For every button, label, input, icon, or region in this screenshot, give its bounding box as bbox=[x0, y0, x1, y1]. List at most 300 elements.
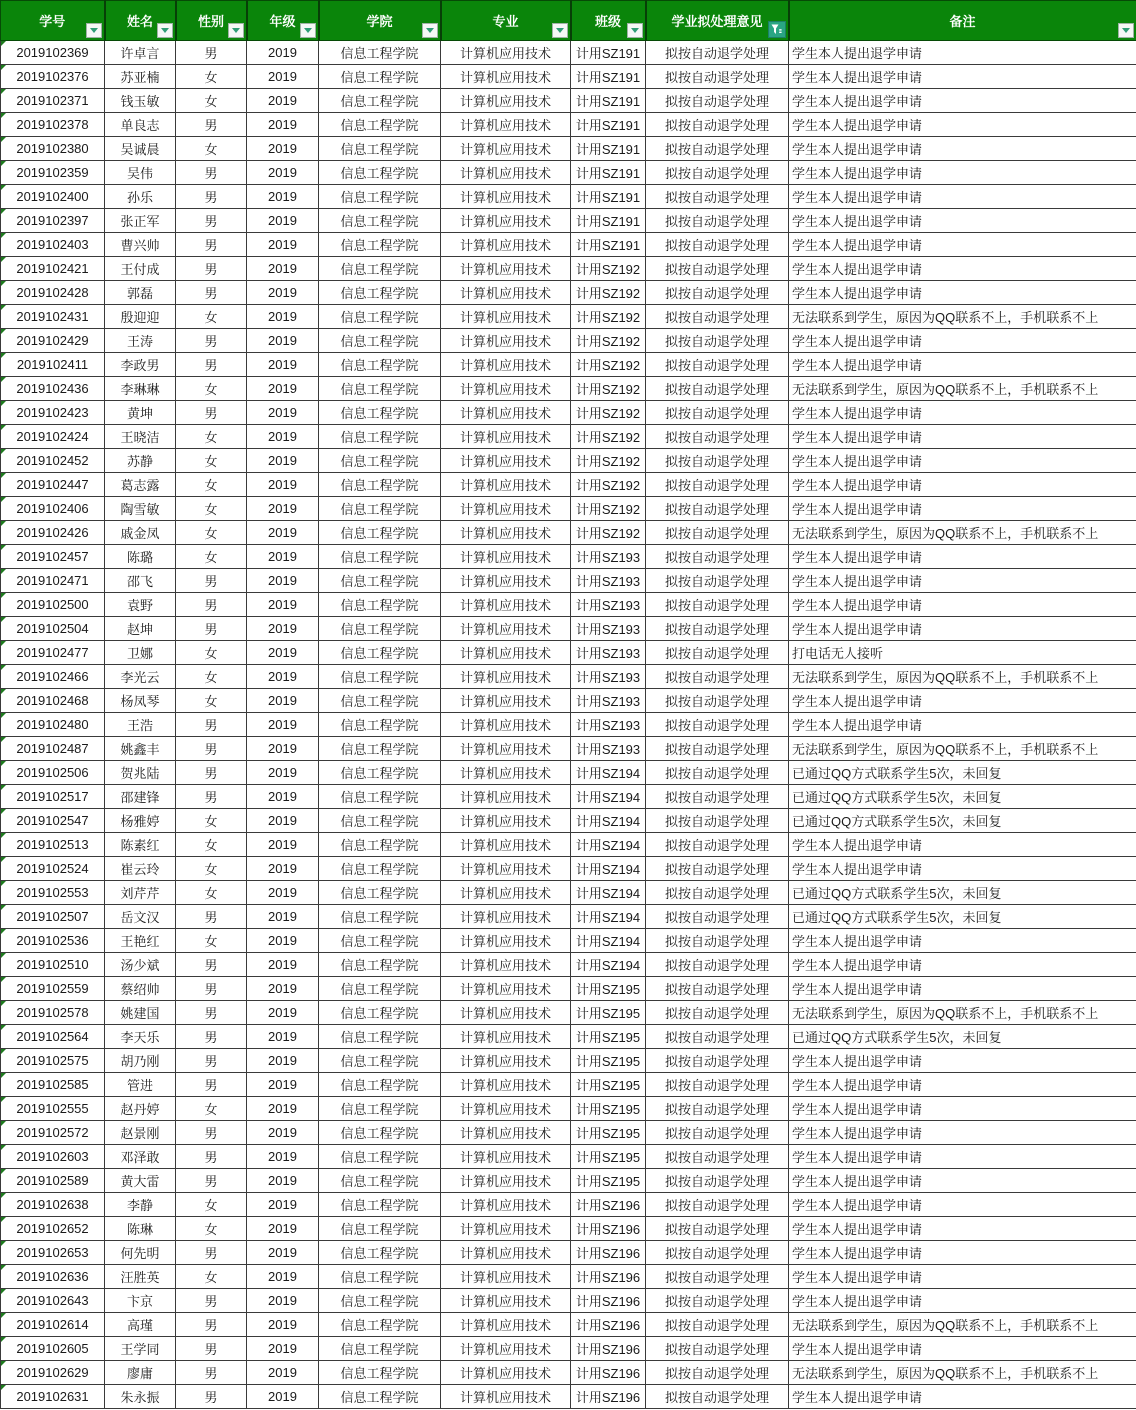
cell-college[interactable]: 信息工程学院 bbox=[319, 41, 441, 65]
cell-name[interactable]: 陈璐 bbox=[105, 545, 176, 569]
cell-name[interactable]: 陶雪敏 bbox=[105, 497, 176, 521]
cell-gender[interactable]: 女 bbox=[176, 833, 247, 857]
cell-major[interactable]: 计算机应用技术 bbox=[441, 473, 571, 497]
cell-college[interactable]: 信息工程学院 bbox=[319, 977, 441, 1001]
cell-student-id[interactable]: 2019102578 bbox=[1, 1001, 105, 1025]
cell-major[interactable]: 计算机应用技术 bbox=[441, 497, 571, 521]
cell-gender[interactable]: 女 bbox=[176, 1193, 247, 1217]
cell-grade[interactable]: 2019 bbox=[247, 497, 319, 521]
cell-remark[interactable]: 学生本人提出退学申请 bbox=[789, 569, 1136, 593]
cell-name[interactable]: 王涛 bbox=[105, 329, 176, 353]
cell-opinion[interactable]: 拟按自动退学处理 bbox=[646, 113, 789, 137]
cell-remark[interactable]: 学生本人提出退学申请 bbox=[789, 689, 1136, 713]
cell-major[interactable]: 计算机应用技术 bbox=[441, 185, 571, 209]
cell-name[interactable]: 邓泽敢 bbox=[105, 1145, 176, 1169]
column-header-class[interactable] bbox=[571, 1, 646, 41]
cell-student-id[interactable]: 2019102424 bbox=[1, 425, 105, 449]
cell-major[interactable]: 计算机应用技术 bbox=[441, 1097, 571, 1121]
cell-major[interactable]: 计算机应用技术 bbox=[441, 1073, 571, 1097]
cell-class[interactable]: 计用SZ193 bbox=[571, 665, 646, 689]
cell-class[interactable]: 计用SZ192 bbox=[571, 329, 646, 353]
cell-major[interactable]: 计算机应用技术 bbox=[441, 953, 571, 977]
cell-gender[interactable]: 女 bbox=[176, 881, 247, 905]
cell-college[interactable]: 信息工程学院 bbox=[319, 1073, 441, 1097]
cell-name[interactable]: 钱玉敏 bbox=[105, 89, 176, 113]
cell-class[interactable]: 计用SZ195 bbox=[571, 1001, 646, 1025]
cell-major[interactable]: 计算机应用技术 bbox=[441, 377, 571, 401]
cell-student-id[interactable]: 2019102452 bbox=[1, 449, 105, 473]
cell-college[interactable]: 信息工程学院 bbox=[319, 161, 441, 185]
cell-name[interactable]: 胡乃刚 bbox=[105, 1049, 176, 1073]
cell-opinion[interactable]: 拟按自动退学处理 bbox=[646, 377, 789, 401]
cell-gender[interactable]: 男 bbox=[176, 1169, 247, 1193]
cell-gender[interactable]: 男 bbox=[176, 1337, 247, 1361]
cell-student-id[interactable]: 2019102559 bbox=[1, 977, 105, 1001]
cell-major[interactable]: 计算机应用技术 bbox=[441, 209, 571, 233]
cell-opinion[interactable]: 拟按自动退学处理 bbox=[646, 425, 789, 449]
cell-opinion[interactable]: 拟按自动退学处理 bbox=[646, 209, 789, 233]
cell-remark[interactable]: 学生本人提出退学申请 bbox=[789, 545, 1136, 569]
cell-name[interactable]: 戚金凤 bbox=[105, 521, 176, 545]
cell-remark[interactable]: 学生本人提出退学申请 bbox=[789, 713, 1136, 737]
cell-name[interactable]: 汤少斌 bbox=[105, 953, 176, 977]
cell-college[interactable]: 信息工程学院 bbox=[319, 689, 441, 713]
cell-opinion[interactable]: 拟按自动退学处理 bbox=[646, 1289, 789, 1313]
cell-gender[interactable]: 女 bbox=[176, 65, 247, 89]
cell-name[interactable]: 管进 bbox=[105, 1073, 176, 1097]
cell-remark[interactable]: 学生本人提出退学申请 bbox=[789, 233, 1136, 257]
cell-college[interactable]: 信息工程学院 bbox=[319, 1097, 441, 1121]
cell-grade[interactable]: 2019 bbox=[247, 209, 319, 233]
cell-opinion[interactable]: 拟按自动退学处理 bbox=[646, 545, 789, 569]
filter-dropdown-button[interactable] bbox=[86, 23, 102, 38]
cell-class[interactable]: 计用SZ195 bbox=[571, 1097, 646, 1121]
cell-college[interactable]: 信息工程学院 bbox=[319, 305, 441, 329]
cell-gender[interactable]: 男 bbox=[176, 1049, 247, 1073]
cell-name[interactable]: 王付成 bbox=[105, 257, 176, 281]
cell-class[interactable]: 计用SZ194 bbox=[571, 881, 646, 905]
cell-grade[interactable]: 2019 bbox=[247, 689, 319, 713]
cell-class[interactable]: 计用SZ194 bbox=[571, 809, 646, 833]
cell-student-id[interactable]: 2019102423 bbox=[1, 401, 105, 425]
cell-name[interactable]: 朱永振 bbox=[105, 1385, 176, 1409]
cell-opinion[interactable]: 拟按自动退学处理 bbox=[646, 569, 789, 593]
cell-gender[interactable]: 女 bbox=[176, 689, 247, 713]
cell-student-id[interactable]: 2019102397 bbox=[1, 209, 105, 233]
cell-name[interactable]: 高瑾 bbox=[105, 1313, 176, 1337]
cell-class[interactable]: 计用SZ194 bbox=[571, 953, 646, 977]
cell-student-id[interactable]: 2019102553 bbox=[1, 881, 105, 905]
cell-opinion[interactable]: 拟按自动退学处理 bbox=[646, 65, 789, 89]
cell-student-id[interactable]: 2019102380 bbox=[1, 137, 105, 161]
cell-student-id[interactable]: 2019102504 bbox=[1, 617, 105, 641]
cell-student-id[interactable]: 2019102629 bbox=[1, 1361, 105, 1385]
cell-name[interactable]: 袁野 bbox=[105, 593, 176, 617]
cell-remark[interactable]: 学生本人提出退学申请 bbox=[789, 617, 1136, 641]
cell-remark[interactable]: 学生本人提出退学申请 bbox=[789, 1193, 1136, 1217]
cell-class[interactable]: 计用SZ192 bbox=[571, 497, 646, 521]
cell-remark[interactable]: 学生本人提出退学申请 bbox=[789, 1049, 1136, 1073]
cell-class[interactable]: 计用SZ196 bbox=[571, 1337, 646, 1361]
cell-grade[interactable]: 2019 bbox=[247, 233, 319, 257]
cell-class[interactable]: 计用SZ196 bbox=[571, 1289, 646, 1313]
cell-remark[interactable]: 学生本人提出退学申请 bbox=[789, 257, 1136, 281]
cell-remark[interactable]: 学生本人提出退学申请 bbox=[789, 113, 1136, 137]
cell-student-id[interactable]: 2019102406 bbox=[1, 497, 105, 521]
column-header-college[interactable] bbox=[319, 1, 441, 41]
cell-opinion[interactable]: 拟按自动退学处理 bbox=[646, 833, 789, 857]
cell-remark[interactable]: 学生本人提出退学申请 bbox=[789, 1337, 1136, 1361]
cell-remark[interactable]: 已通过QQ方式联系学生5次，未回复 bbox=[789, 1025, 1136, 1049]
cell-remark[interactable]: 学生本人提出退学申请 bbox=[789, 401, 1136, 425]
cell-student-id[interactable]: 2019102431 bbox=[1, 305, 105, 329]
cell-class[interactable]: 计用SZ196 bbox=[571, 1265, 646, 1289]
cell-name[interactable]: 李政男 bbox=[105, 353, 176, 377]
cell-remark[interactable]: 学生本人提出退学申请 bbox=[789, 857, 1136, 881]
cell-student-id[interactable]: 2019102513 bbox=[1, 833, 105, 857]
cell-name[interactable]: 苏亚楠 bbox=[105, 65, 176, 89]
cell-major[interactable]: 计算机应用技术 bbox=[441, 137, 571, 161]
cell-opinion[interactable]: 拟按自动退学处理 bbox=[646, 1025, 789, 1049]
cell-student-id[interactable]: 2019102506 bbox=[1, 761, 105, 785]
cell-opinion[interactable]: 拟按自动退学处理 bbox=[646, 761, 789, 785]
cell-opinion[interactable]: 拟按自动退学处理 bbox=[646, 521, 789, 545]
cell-gender[interactable]: 男 bbox=[176, 761, 247, 785]
cell-gender[interactable]: 男 bbox=[176, 329, 247, 353]
cell-grade[interactable]: 2019 bbox=[247, 1073, 319, 1097]
cell-opinion[interactable]: 拟按自动退学处理 bbox=[646, 1097, 789, 1121]
cell-gender[interactable]: 女 bbox=[176, 857, 247, 881]
cell-name[interactable]: 卞京 bbox=[105, 1289, 176, 1313]
cell-gender[interactable]: 男 bbox=[176, 185, 247, 209]
cell-opinion[interactable]: 拟按自动退学处理 bbox=[646, 785, 789, 809]
cell-gender[interactable]: 女 bbox=[176, 449, 247, 473]
cell-remark[interactable]: 学生本人提出退学申请 bbox=[789, 929, 1136, 953]
cell-name[interactable]: 杨雅婷 bbox=[105, 809, 176, 833]
cell-gender[interactable]: 男 bbox=[176, 41, 247, 65]
cell-name[interactable]: 王学同 bbox=[105, 1337, 176, 1361]
cell-college[interactable]: 信息工程学院 bbox=[319, 665, 441, 689]
cell-major[interactable]: 计算机应用技术 bbox=[441, 881, 571, 905]
cell-student-id[interactable]: 2019102643 bbox=[1, 1289, 105, 1313]
cell-remark[interactable]: 学生本人提出退学申请 bbox=[789, 1217, 1136, 1241]
cell-gender[interactable]: 女 bbox=[176, 1217, 247, 1241]
cell-major[interactable]: 计算机应用技术 bbox=[441, 521, 571, 545]
cell-grade[interactable]: 2019 bbox=[247, 1265, 319, 1289]
cell-remark[interactable]: 学生本人提出退学申请 bbox=[789, 1097, 1136, 1121]
cell-grade[interactable]: 2019 bbox=[247, 89, 319, 113]
cell-gender[interactable]: 女 bbox=[176, 809, 247, 833]
cell-grade[interactable]: 2019 bbox=[247, 401, 319, 425]
cell-grade[interactable]: 2019 bbox=[247, 761, 319, 785]
cell-major[interactable]: 计算机应用技术 bbox=[441, 809, 571, 833]
cell-class[interactable]: 计用SZ192 bbox=[571, 521, 646, 545]
cell-gender[interactable]: 女 bbox=[176, 473, 247, 497]
cell-name[interactable]: 李天乐 bbox=[105, 1025, 176, 1049]
cell-major[interactable]: 计算机应用技术 bbox=[441, 545, 571, 569]
cell-remark[interactable]: 无法联系到学生，原因为QQ联系不上，手机联系不上 bbox=[789, 521, 1136, 545]
cell-major[interactable]: 计算机应用技术 bbox=[441, 1001, 571, 1025]
cell-student-id[interactable]: 2019102500 bbox=[1, 593, 105, 617]
cell-major[interactable]: 计算机应用技术 bbox=[441, 1289, 571, 1313]
cell-major[interactable]: 计算机应用技术 bbox=[441, 41, 571, 65]
cell-name[interactable]: 殷迎迎 bbox=[105, 305, 176, 329]
cell-class[interactable]: 计用SZ192 bbox=[571, 473, 646, 497]
cell-gender[interactable]: 女 bbox=[176, 641, 247, 665]
cell-opinion[interactable]: 拟按自动退学处理 bbox=[646, 1169, 789, 1193]
cell-major[interactable]: 计算机应用技术 bbox=[441, 305, 571, 329]
cell-major[interactable]: 计算机应用技术 bbox=[441, 1049, 571, 1073]
cell-gender[interactable]: 男 bbox=[176, 1313, 247, 1337]
cell-major[interactable]: 计算机应用技术 bbox=[441, 1193, 571, 1217]
cell-opinion[interactable]: 拟按自动退学处理 bbox=[646, 1361, 789, 1385]
cell-student-id[interactable]: 2019102436 bbox=[1, 377, 105, 401]
cell-grade[interactable]: 2019 bbox=[247, 449, 319, 473]
cell-grade[interactable]: 2019 bbox=[247, 1241, 319, 1265]
cell-grade[interactable]: 2019 bbox=[247, 1001, 319, 1025]
cell-gender[interactable]: 男 bbox=[176, 737, 247, 761]
cell-student-id[interactable]: 2019102426 bbox=[1, 521, 105, 545]
cell-opinion[interactable]: 拟按自动退学处理 bbox=[646, 305, 789, 329]
cell-opinion[interactable]: 拟按自动退学处理 bbox=[646, 977, 789, 1001]
cell-grade[interactable]: 2019 bbox=[247, 185, 319, 209]
cell-class[interactable]: 计用SZ193 bbox=[571, 545, 646, 569]
cell-name[interactable]: 赵坤 bbox=[105, 617, 176, 641]
cell-gender[interactable]: 男 bbox=[176, 905, 247, 929]
cell-gender[interactable]: 男 bbox=[176, 1361, 247, 1385]
cell-major[interactable]: 计算机应用技术 bbox=[441, 929, 571, 953]
cell-name[interactable]: 蔡绍帅 bbox=[105, 977, 176, 1001]
cell-grade[interactable]: 2019 bbox=[247, 281, 319, 305]
cell-opinion[interactable]: 拟按自动退学处理 bbox=[646, 1049, 789, 1073]
cell-major[interactable]: 计算机应用技术 bbox=[441, 1025, 571, 1049]
cell-college[interactable]: 信息工程学院 bbox=[319, 1121, 441, 1145]
cell-major[interactable]: 计算机应用技术 bbox=[441, 689, 571, 713]
cell-grade[interactable]: 2019 bbox=[247, 425, 319, 449]
cell-remark[interactable]: 已通过QQ方式联系学生5次，未回复 bbox=[789, 809, 1136, 833]
cell-class[interactable]: 计用SZ191 bbox=[571, 209, 646, 233]
cell-remark[interactable]: 已通过QQ方式联系学生5次，未回复 bbox=[789, 905, 1136, 929]
cell-major[interactable]: 计算机应用技术 bbox=[441, 905, 571, 929]
cell-class[interactable]: 计用SZ194 bbox=[571, 761, 646, 785]
cell-class[interactable]: 计用SZ196 bbox=[571, 1193, 646, 1217]
column-header-grade[interactable] bbox=[247, 1, 319, 41]
cell-opinion[interactable]: 拟按自动退学处理 bbox=[646, 713, 789, 737]
cell-gender[interactable]: 女 bbox=[176, 1265, 247, 1289]
cell-gender[interactable]: 女 bbox=[176, 497, 247, 521]
cell-gender[interactable]: 男 bbox=[176, 977, 247, 1001]
cell-grade[interactable]: 2019 bbox=[247, 1289, 319, 1313]
cell-college[interactable]: 信息工程学院 bbox=[319, 833, 441, 857]
cell-student-id[interactable]: 2019102572 bbox=[1, 1121, 105, 1145]
cell-opinion[interactable]: 拟按自动退学处理 bbox=[646, 737, 789, 761]
cell-name[interactable]: 廖庸 bbox=[105, 1361, 176, 1385]
cell-student-id[interactable]: 2019102589 bbox=[1, 1169, 105, 1193]
filter-dropdown-button[interactable] bbox=[157, 23, 173, 38]
cell-college[interactable]: 信息工程学院 bbox=[319, 353, 441, 377]
cell-student-id[interactable]: 2019102603 bbox=[1, 1145, 105, 1169]
cell-class[interactable]: 计用SZ196 bbox=[571, 1385, 646, 1409]
cell-gender[interactable]: 女 bbox=[176, 377, 247, 401]
cell-student-id[interactable]: 2019102378 bbox=[1, 113, 105, 137]
cell-class[interactable]: 计用SZ196 bbox=[571, 1241, 646, 1265]
cell-class[interactable]: 计用SZ191 bbox=[571, 89, 646, 113]
cell-class[interactable]: 计用SZ193 bbox=[571, 737, 646, 761]
cell-major[interactable]: 计算机应用技术 bbox=[441, 1241, 571, 1265]
cell-remark[interactable]: 学生本人提出退学申请 bbox=[789, 137, 1136, 161]
cell-student-id[interactable]: 2019102421 bbox=[1, 257, 105, 281]
cell-college[interactable]: 信息工程学院 bbox=[319, 1289, 441, 1313]
cell-remark[interactable]: 学生本人提出退学申请 bbox=[789, 497, 1136, 521]
cell-grade[interactable]: 2019 bbox=[247, 545, 319, 569]
cell-class[interactable]: 计用SZ191 bbox=[571, 41, 646, 65]
cell-name[interactable]: 曹兴帅 bbox=[105, 233, 176, 257]
cell-grade[interactable]: 2019 bbox=[247, 857, 319, 881]
cell-grade[interactable]: 2019 bbox=[247, 665, 319, 689]
cell-remark[interactable]: 学生本人提出退学申请 bbox=[789, 1169, 1136, 1193]
cell-remark[interactable]: 学生本人提出退学申请 bbox=[789, 1385, 1136, 1409]
cell-gender[interactable]: 女 bbox=[176, 521, 247, 545]
cell-remark[interactable]: 无法联系到学生，原因为QQ联系不上，手机联系不上 bbox=[789, 377, 1136, 401]
cell-gender[interactable]: 女 bbox=[176, 137, 247, 161]
cell-gender[interactable]: 男 bbox=[176, 1001, 247, 1025]
cell-opinion[interactable]: 拟按自动退学处理 bbox=[646, 497, 789, 521]
cell-college[interactable]: 信息工程学院 bbox=[319, 905, 441, 929]
cell-student-id[interactable]: 2019102457 bbox=[1, 545, 105, 569]
cell-college[interactable]: 信息工程学院 bbox=[319, 257, 441, 281]
cell-gender[interactable]: 女 bbox=[176, 545, 247, 569]
cell-college[interactable]: 信息工程学院 bbox=[319, 929, 441, 953]
cell-gender[interactable]: 男 bbox=[176, 713, 247, 737]
cell-major[interactable]: 计算机应用技术 bbox=[441, 617, 571, 641]
cell-remark[interactable]: 学生本人提出退学申请 bbox=[789, 977, 1136, 1001]
cell-class[interactable]: 计用SZ193 bbox=[571, 617, 646, 641]
cell-class[interactable]: 计用SZ193 bbox=[571, 713, 646, 737]
cell-major[interactable]: 计算机应用技术 bbox=[441, 737, 571, 761]
cell-name[interactable]: 李琳琳 bbox=[105, 377, 176, 401]
cell-grade[interactable]: 2019 bbox=[247, 377, 319, 401]
cell-grade[interactable]: 2019 bbox=[247, 353, 319, 377]
cell-class[interactable]: 计用SZ193 bbox=[571, 689, 646, 713]
cell-name[interactable]: 葛志露 bbox=[105, 473, 176, 497]
cell-student-id[interactable]: 2019102369 bbox=[1, 41, 105, 65]
cell-major[interactable]: 计算机应用技术 bbox=[441, 569, 571, 593]
cell-gender[interactable]: 男 bbox=[176, 569, 247, 593]
cell-college[interactable]: 信息工程学院 bbox=[319, 881, 441, 905]
cell-name[interactable]: 王晓洁 bbox=[105, 425, 176, 449]
cell-class[interactable]: 计用SZ191 bbox=[571, 137, 646, 161]
cell-grade[interactable]: 2019 bbox=[247, 161, 319, 185]
cell-class[interactable]: 计用SZ194 bbox=[571, 785, 646, 809]
cell-opinion[interactable]: 拟按自动退学处理 bbox=[646, 41, 789, 65]
cell-class[interactable]: 计用SZ195 bbox=[571, 1169, 646, 1193]
cell-gender[interactable]: 男 bbox=[176, 953, 247, 977]
cell-college[interactable]: 信息工程学院 bbox=[319, 521, 441, 545]
cell-college[interactable]: 信息工程学院 bbox=[319, 1049, 441, 1073]
cell-college[interactable]: 信息工程学院 bbox=[319, 1361, 441, 1385]
cell-college[interactable]: 信息工程学院 bbox=[319, 137, 441, 161]
cell-grade[interactable]: 2019 bbox=[247, 953, 319, 977]
cell-opinion[interactable]: 拟按自动退学处理 bbox=[646, 1265, 789, 1289]
cell-major[interactable]: 计算机应用技术 bbox=[441, 65, 571, 89]
cell-major[interactable]: 计算机应用技术 bbox=[441, 1121, 571, 1145]
cell-name[interactable]: 岳文汉 bbox=[105, 905, 176, 929]
cell-opinion[interactable]: 拟按自动退学处理 bbox=[646, 353, 789, 377]
cell-class[interactable]: 计用SZ195 bbox=[571, 1145, 646, 1169]
cell-gender[interactable]: 男 bbox=[176, 1073, 247, 1097]
cell-student-id[interactable]: 2019102468 bbox=[1, 689, 105, 713]
cell-gender[interactable]: 女 bbox=[176, 425, 247, 449]
cell-gender[interactable]: 男 bbox=[176, 113, 247, 137]
cell-college[interactable]: 信息工程学院 bbox=[319, 617, 441, 641]
cell-gender[interactable]: 男 bbox=[176, 785, 247, 809]
cell-major[interactable]: 计算机应用技术 bbox=[441, 1169, 571, 1193]
cell-student-id[interactable]: 2019102487 bbox=[1, 737, 105, 761]
cell-opinion[interactable]: 拟按自动退学处理 bbox=[646, 881, 789, 905]
cell-student-id[interactable]: 2019102466 bbox=[1, 665, 105, 689]
cell-college[interactable]: 信息工程学院 bbox=[319, 281, 441, 305]
cell-college[interactable]: 信息工程学院 bbox=[319, 113, 441, 137]
cell-grade[interactable]: 2019 bbox=[247, 1097, 319, 1121]
cell-major[interactable]: 计算机应用技术 bbox=[441, 665, 571, 689]
cell-gender[interactable]: 男 bbox=[176, 1025, 247, 1049]
cell-student-id[interactable]: 2019102507 bbox=[1, 905, 105, 929]
cell-student-id[interactable]: 2019102411 bbox=[1, 353, 105, 377]
cell-remark[interactable]: 已通过QQ方式联系学生5次，未回复 bbox=[789, 761, 1136, 785]
cell-college[interactable]: 信息工程学院 bbox=[319, 65, 441, 89]
cell-student-id[interactable]: 2019102585 bbox=[1, 1073, 105, 1097]
cell-grade[interactable]: 2019 bbox=[247, 569, 319, 593]
cell-opinion[interactable]: 拟按自动退学处理 bbox=[646, 161, 789, 185]
cell-remark[interactable]: 无法联系到学生，原因为QQ联系不上，手机联系不上 bbox=[789, 737, 1136, 761]
cell-name[interactable]: 吴伟 bbox=[105, 161, 176, 185]
active-filter-button[interactable] bbox=[768, 21, 786, 38]
cell-class[interactable]: 计用SZ191 bbox=[571, 233, 646, 257]
cell-grade[interactable]: 2019 bbox=[247, 713, 319, 737]
cell-name[interactable]: 贺兆陆 bbox=[105, 761, 176, 785]
column-header-remark[interactable] bbox=[789, 1, 1136, 41]
cell-class[interactable]: 计用SZ195 bbox=[571, 1121, 646, 1145]
cell-opinion[interactable]: 拟按自动退学处理 bbox=[646, 1073, 789, 1097]
cell-major[interactable]: 计算机应用技术 bbox=[441, 593, 571, 617]
cell-college[interactable]: 信息工程学院 bbox=[319, 1337, 441, 1361]
cell-major[interactable]: 计算机应用技术 bbox=[441, 89, 571, 113]
cell-college[interactable]: 信息工程学院 bbox=[319, 953, 441, 977]
cell-college[interactable]: 信息工程学院 bbox=[319, 329, 441, 353]
cell-class[interactable]: 计用SZ194 bbox=[571, 833, 646, 857]
cell-name[interactable]: 刘芹芹 bbox=[105, 881, 176, 905]
cell-college[interactable]: 信息工程学院 bbox=[319, 1169, 441, 1193]
cell-name[interactable]: 赵景刚 bbox=[105, 1121, 176, 1145]
cell-remark[interactable]: 无法联系到学生，原因为QQ联系不上，手机联系不上 bbox=[789, 1361, 1136, 1385]
cell-opinion[interactable]: 拟按自动退学处理 bbox=[646, 137, 789, 161]
cell-major[interactable]: 计算机应用技术 bbox=[441, 1361, 571, 1385]
cell-remark[interactable]: 打电话无人接听 bbox=[789, 641, 1136, 665]
cell-remark[interactable]: 学生本人提出退学申请 bbox=[789, 65, 1136, 89]
cell-student-id[interactable]: 2019102524 bbox=[1, 857, 105, 881]
cell-opinion[interactable]: 拟按自动退学处理 bbox=[646, 857, 789, 881]
cell-major[interactable]: 计算机应用技术 bbox=[441, 1313, 571, 1337]
cell-gender[interactable]: 女 bbox=[176, 305, 247, 329]
column-header-opinion[interactable] bbox=[646, 1, 789, 41]
cell-remark[interactable]: 学生本人提出退学申请 bbox=[789, 833, 1136, 857]
cell-opinion[interactable]: 拟按自动退学处理 bbox=[646, 89, 789, 113]
cell-class[interactable]: 计用SZ192 bbox=[571, 305, 646, 329]
cell-major[interactable]: 计算机应用技术 bbox=[441, 257, 571, 281]
cell-remark[interactable]: 学生本人提出退学申请 bbox=[789, 89, 1136, 113]
cell-major[interactable]: 计算机应用技术 bbox=[441, 113, 571, 137]
cell-class[interactable]: 计用SZ196 bbox=[571, 1313, 646, 1337]
